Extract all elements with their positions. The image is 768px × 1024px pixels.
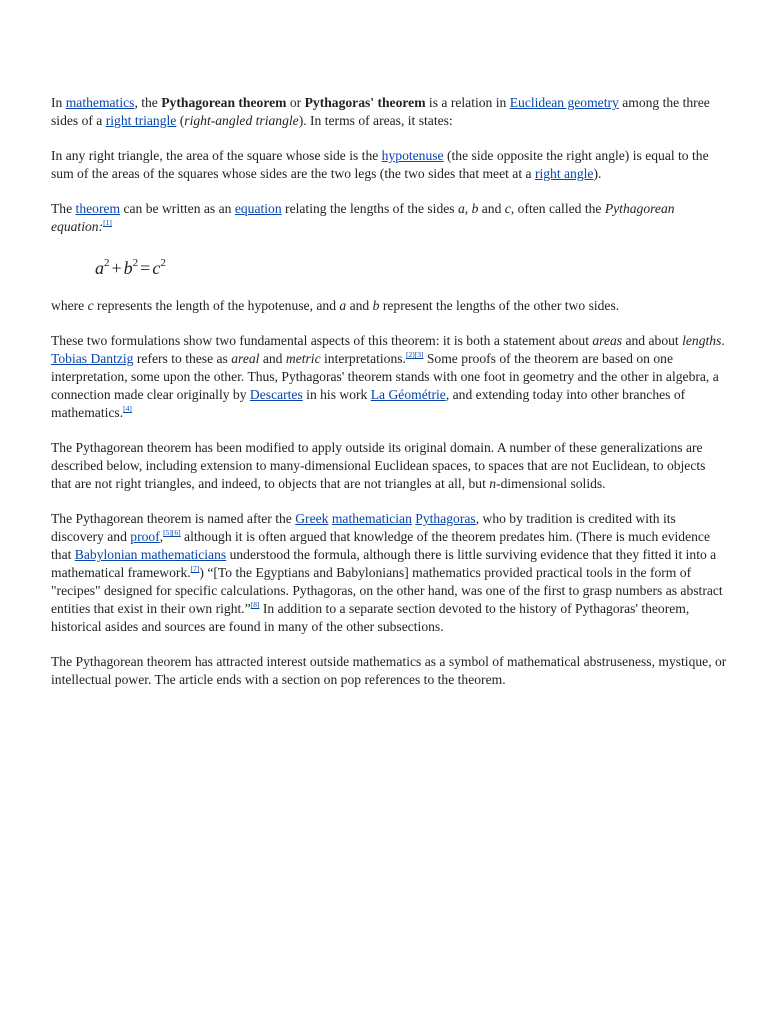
equation-equals: = <box>140 258 151 278</box>
link-descartes[interactable]: Descartes <box>249 387 303 402</box>
popular-culture-paragraph: The Pythagorean theorem has attracted interest outside mathematics as a symbol of mathematical abstruseness, mystique, or intellectual power. The article ends with a section on pop references to the theorem. <box>51 654 727 687</box>
equation-var-c: c <box>152 258 161 278</box>
link-la-geometrie[interactable]: La Géométrie <box>370 387 446 402</box>
statement-paragraph: In any right triangle, the area of the square whose side is the hypotenuse (the side opposite the right angle) is equal to the sum of the areas of the squares whose sides are the two legs (the two sides that meet at a right angle). <box>51 148 709 181</box>
equation-intro-paragraph: The theorem can be written as an equation relating the lengths of the sides a, b and c, often called the Pythagorean equation:[1] <box>51 201 675 234</box>
link-right-angle[interactable]: right angle <box>534 166 594 181</box>
generalizations-paragraph: The Pythagorean theorem has been modified to apply outside its original domain. A number of these generalizations are described below, including extension to many-dimensional Euclidean spaces, to spaces that are not Euclidean, to objects that are not right triangles, and indeed, to objects that are not triangles at all, but n-dimensional solids. <box>51 440 706 491</box>
citation-7[interactable]: [7] <box>190 564 200 573</box>
equation-var-b: b <box>123 258 133 278</box>
citation-2[interactable]: [2] <box>405 350 415 359</box>
term-pythagorean-theorem: Pythagorean theorem <box>161 95 287 110</box>
pythagorean-equation: $a^2 + b^2 = c^2$ <box>95 257 166 278</box>
link-theorem[interactable]: theorem <box>75 201 121 216</box>
link-proof[interactable]: proof <box>130 529 160 544</box>
equation-plus: + <box>111 258 122 278</box>
term-pythagoras-theorem: Pythagoras' theorem <box>304 95 426 110</box>
link-euclidean-geometry[interactable]: Euclidean geometry <box>509 95 619 110</box>
equation-var-a: a <box>95 258 104 278</box>
citation-5[interactable]: [5] <box>163 528 172 537</box>
link-greek[interactable]: Greek <box>295 511 329 526</box>
link-pythagoras[interactable]: Pythagoras <box>415 511 476 526</box>
link-tobias-dantzig[interactable]: Tobias Dantzig <box>51 351 134 366</box>
link-equation[interactable]: equation <box>234 201 282 216</box>
link-right-triangle[interactable]: right triangle <box>105 113 177 128</box>
citation-8[interactable]: [8] <box>250 600 260 609</box>
link-hypotenuse[interactable]: hypotenuse <box>381 148 444 163</box>
variables-paragraph: where c represents the length of the hypotenuse, and a and b represent the lengths of the other two sides. <box>51 298 620 313</box>
history-paragraph: The Pythagorean theorem is named after the Greek mathematician Pythagoras, who by tradition is credited with its discovery and proof,[5][6] although it is often argued that knowledge of the theorem predates him. (There is much evidence that Babylonian mathematicians understood the formula, although there is little surviving evidence that they fitted it into a mathematical framework.[7]) “[To the Egyptians and Babylonians] mathematics provided practical tools in the form of "recipes" designed for specific calculations. Pythagoras, on the other hand, was one of the first to grasp numbers as abstract entities that exist in their own right.”[8] In addition to a separate section devoted to the history of Pythagoras' theorem, historical asides and sources are found in many of the other subsections. <box>51 511 723 634</box>
citation-6[interactable]: [6] <box>171 528 181 537</box>
citation-1[interactable]: [1] <box>103 218 112 227</box>
citation-3[interactable]: [3] <box>414 350 424 359</box>
formulations-paragraph: These two formulations show two fundamental aspects of this theorem: it is both a statement about areas and about lengths. Tobias Dantzig refers to these as areal and metric interpretations.[2][3] Some proofs of the theorem are based on one interpretation, some upon the other. Thus, Pythagoras' theorem stands with one foot in geometry and the other in algebra, a connection made clear originally by Descartes in his work La Géométrie, and extending today into other branches of mathematics.[4] <box>51 333 725 420</box>
link-babylonian-mathematicians[interactable]: Babylonian mathematicians <box>74 547 227 562</box>
link-mathematics[interactable]: mathematics <box>65 95 135 110</box>
link-mathematician[interactable]: mathematician <box>331 511 412 526</box>
intro-paragraph: In mathematics, the Pythagorean theorem or Pythagoras' theorem is a relation in Euclidean geometry among the three sides of a right triangle (right-angled triangle). In terms of areas, it states: <box>51 95 710 128</box>
citation-4[interactable]: [4] <box>123 404 132 413</box>
